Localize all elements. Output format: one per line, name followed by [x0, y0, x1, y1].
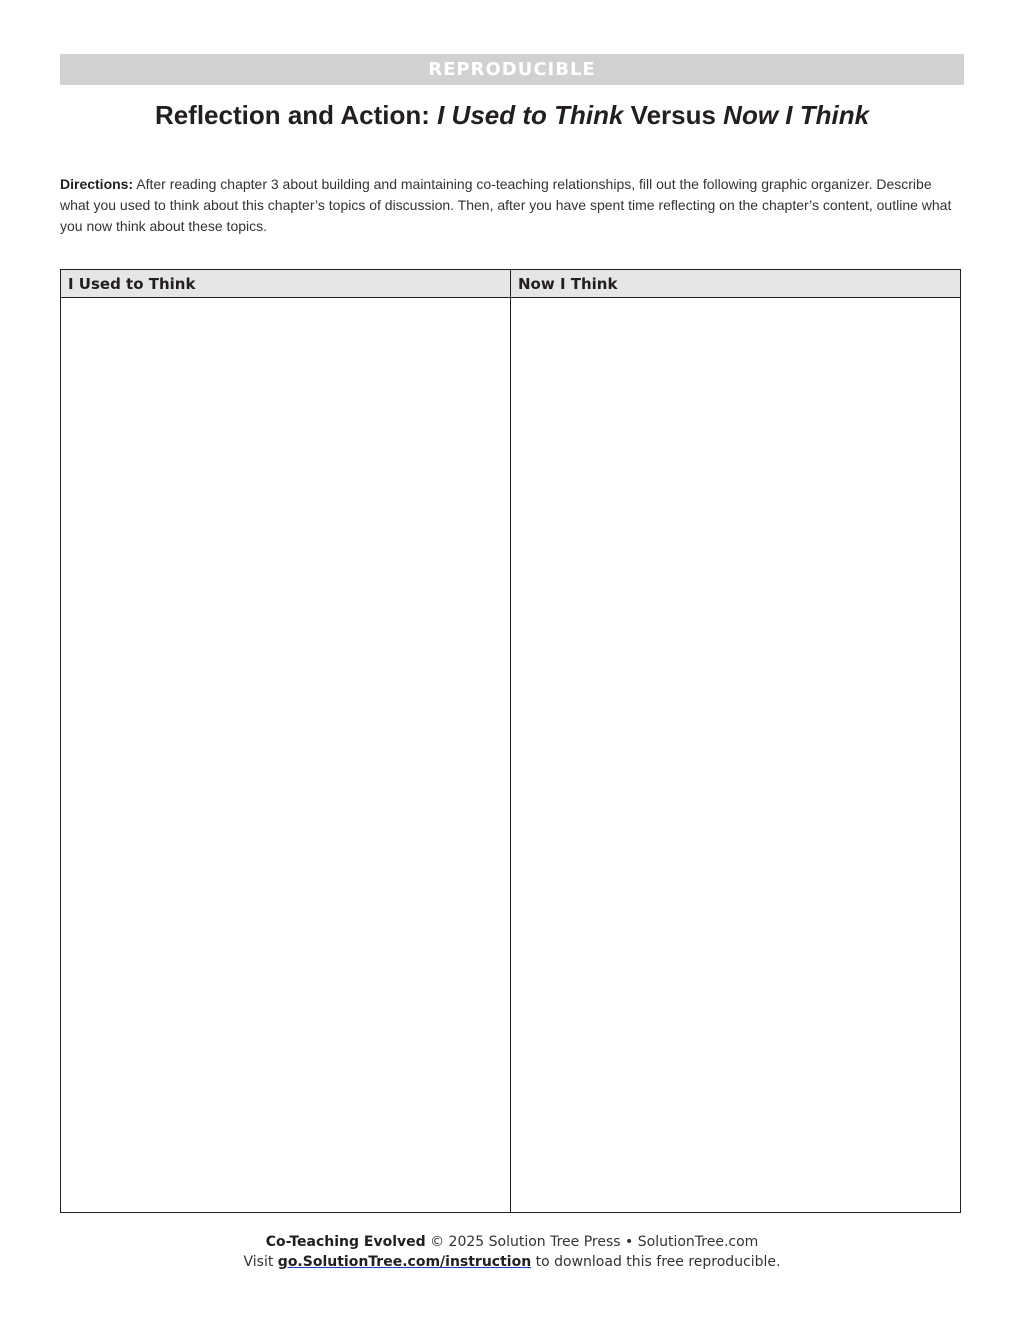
now-i-think-writing-area[interactable]: [511, 298, 960, 1212]
directions-label: Directions:: [60, 176, 134, 192]
footer-after-link: to download this free reproducible.: [531, 1254, 781, 1270]
graphic-organizer-table: [60, 269, 961, 1213]
column-header-now-i-think: Now I Think: [511, 270, 960, 298]
footer-copyright: © 2025 Solution Tree Press • SolutionTree.com: [425, 1234, 759, 1250]
title-part-4: Now I Think: [723, 100, 870, 130]
footer-line-1: [60, 1232, 964, 1252]
footer-visit: Visit: [243, 1254, 278, 1270]
used-to-think-writing-area[interactable]: [61, 298, 511, 1212]
title-part-1: Reflection and Action:: [154, 100, 438, 130]
directions-paragraph: [60, 174, 964, 237]
footer-download-link[interactable]: go.SolutionTree.com/instruction: [277, 1254, 532, 1270]
directions-text: After reading chapter 3 about building and maintaining co-teaching relationships, fill out the following graphic organizer. Describe what you used to think about this chapter’s topics of discussion. Then, after you have spent time reflecting on the chapter’s content, outline what you now think about these topics.: [60, 176, 952, 234]
footer-book-title: Co-Teaching Evolved: [265, 1234, 426, 1250]
reproducible-banner: [60, 54, 964, 85]
title-part-3: Versus: [623, 100, 724, 130]
title-part-2: I Used to Think: [437, 100, 624, 130]
page-footer: [60, 1232, 964, 1272]
column-header-used-to-think: I Used to Think: [61, 270, 511, 298]
footer-line-2: [60, 1252, 964, 1272]
banner-label: REPRODUCIBLE: [428, 59, 596, 80]
page-title: [60, 98, 964, 132]
